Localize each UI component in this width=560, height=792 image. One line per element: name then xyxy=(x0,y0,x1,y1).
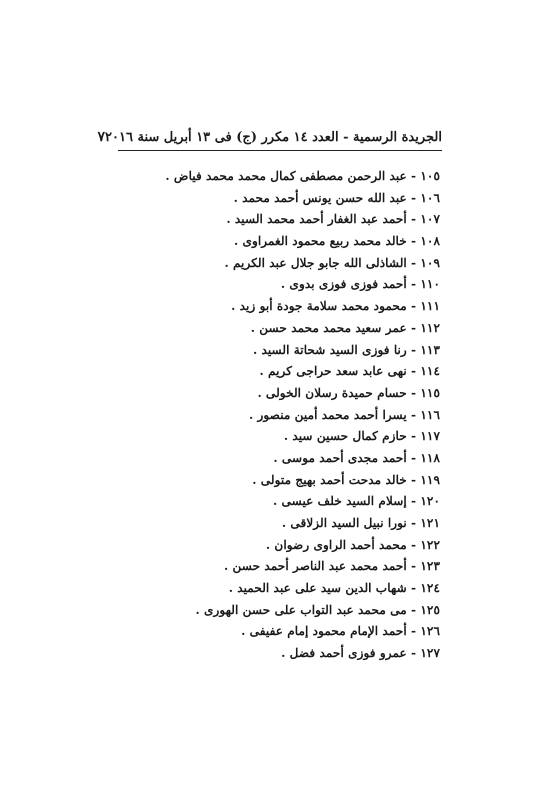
page-number: ٧ xyxy=(97,129,106,145)
list-item: ١٠٩ - الشاذلى الله جابو جلال عبد الكريم . xyxy=(224,255,440,270)
list-item: ١١٤ - نهى عابد سعد حراجى كريم . xyxy=(259,364,440,379)
page-header xyxy=(97,126,442,148)
list-item: ١٢٧ - عمرو فوزى أحمد فضل . xyxy=(281,646,440,661)
list-item: ١٢٣ - أحمد محمد عبد الناصر أحمد حسن . xyxy=(223,559,440,574)
list-item: ١٠٨ - خالد محمد ربيع محمود الغمراوى . xyxy=(233,234,440,249)
list-item: ١١٢ - عمر سعيد محمد محمد حسن . xyxy=(250,320,440,335)
list-item: ١١٥ - حسام حميدة رسلان الخولى . xyxy=(257,385,440,400)
list-item: ١٢٢ - محمد أحمد الراوى رضوان . xyxy=(265,537,440,552)
names-list xyxy=(150,166,440,665)
list-item: ١١٠ - أحمد فوزى فوزى بدوى . xyxy=(280,277,440,292)
list-item: ١٠٦ - عبد الله حسن يونس أحمد محمد . xyxy=(233,190,440,205)
list-item: ١١١ - محمود محمد سلامة جودة أبو زيد . xyxy=(231,299,440,314)
list-item: ١٢٦ - أحمد الإمام محمود إمام عفيفى . xyxy=(241,624,440,639)
list-item: ١٢٠ - إسلام السيد خلف عيسى . xyxy=(272,494,440,509)
list-item: ١١٧ - حازم كمال حسين سيد . xyxy=(283,429,440,444)
list-item: ١٠٥ - عبد الرحمن مصطفى كمال محمد محمد فياض . xyxy=(165,169,440,183)
header-title: الجريدة الرسمية - العدد ١٤ مكرر (ج) فى ١٣ أبريل سنة ٢٠١٦ xyxy=(105,129,442,145)
list-item: ١١٣ - رنا فوزى السيد شحاتة السيد . xyxy=(253,342,440,357)
list-item: ١٢٥ - مى محمد عبد التواب على حسن الهورى . xyxy=(195,602,440,617)
list-item: ١٠٧ - أحمد عبد الغفار أحمد محمد السيد . xyxy=(226,212,440,227)
list-item: ١١٨ - أحمد مجدى أحمد موسى . xyxy=(273,450,440,465)
list-item: ١١٩ - خالد مدحت أحمد بهيج متولى . xyxy=(252,472,440,487)
header-divider xyxy=(118,150,442,151)
list-item: ١٢٤ - شهاب الدين سيد على عبد الحميد . xyxy=(228,581,440,596)
list-item: ١٢١ - نورا نبيل السيد الزلاقى . xyxy=(281,516,440,530)
list-item: ١١٦ - يسرا أحمد محمد أمين منصور . xyxy=(248,407,440,422)
